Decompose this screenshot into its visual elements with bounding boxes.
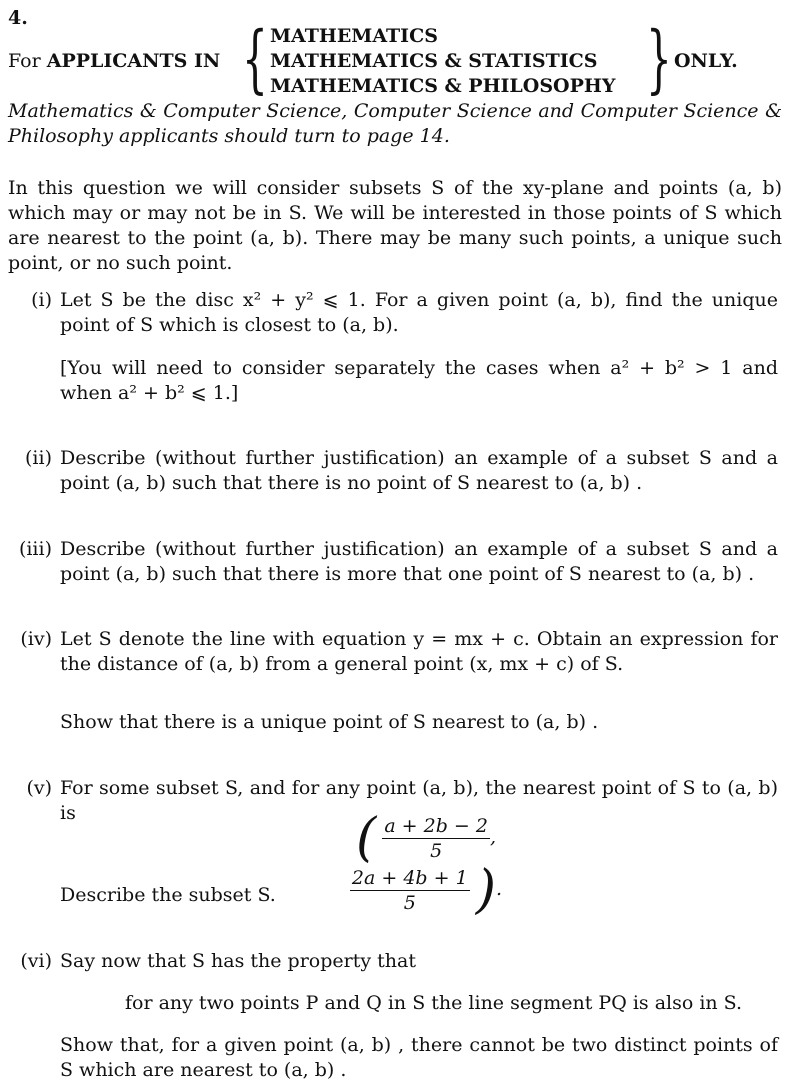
part-iv-text: Let S denote the line with equation y = mx + c. Obtain an expression for the distance of (a, b) from a general point (x, mx + c) of S. — [60, 628, 778, 675]
fraction-y-denominator: 5 — [403, 891, 416, 914]
only-label: ONLY. — [674, 50, 738, 72]
for-label — [8, 49, 220, 74]
part-iii-label: (iii) — [18, 538, 52, 560]
fraction-x-denominator: 5 — [430, 839, 443, 862]
part-v-text: For some subset S, and for any point (a, b), the nearest point of S to (a, b) is — [60, 777, 778, 824]
part-vi-property: for any two points P and Q in S the line segment PQ is also in S. — [125, 992, 743, 1014]
right-paren: ) — [475, 860, 497, 920]
course-item: MATHEMATICS & STATISTICS — [270, 50, 598, 72]
part-i-text: Let S be the disc x² + y² ⩽ 1. For a given point (a, b), find the unique point of S which is closest to (a, b). — [60, 289, 778, 336]
left-paren: ( — [355, 808, 377, 868]
course-list — [270, 24, 615, 99]
period: . — [496, 878, 503, 900]
part-ii-text: Describe (without further justification) an example of a subset S and a point (a, b) such that there is no point of S nearest to (a, b) . — [60, 447, 778, 494]
fraction-y-numerator: 2a + 4b + 1 — [351, 866, 468, 889]
part-vi-label: (vi) — [20, 950, 52, 972]
part-iv-label: (iv) — [20, 628, 52, 650]
right-brace: } — [646, 16, 672, 102]
part-vi-text2: Show that, for a given point (a, b) , there cannot be two distinct points of S which are nearest to (a, b) . — [60, 1034, 778, 1081]
course-item: MATHEMATICS — [270, 25, 438, 47]
redirect-note: Mathematics & Computer Science, Computer Science and Computer Science & Philosophy applicants should turn to page 14. — [8, 100, 782, 147]
applicants-label: APPLICANTS IN — [46, 50, 221, 72]
part-ii-label: (ii) — [25, 447, 52, 469]
part-iv-text2: Show that there is a unique point of S nearest to (a, b) . — [60, 711, 599, 733]
part-i-label: (i) — [31, 289, 52, 311]
question-number: 4. — [8, 7, 28, 29]
comma: , — [489, 826, 497, 848]
course-item: MATHEMATICS & PHILOSOPHY — [270, 75, 616, 97]
intro-paragraph: In this question we will consider subsets S of the xy-plane and points (a, b) which may or may not be in S. We will be interested in those points of S which are nearest to the point (a, b). There may be many such points, a unique such point, or no such point. — [8, 177, 782, 274]
part-i-hint: [You will need to consider separately the cases when a² + b² > 1 and when a² + b² ⩽ 1.] — [60, 357, 778, 404]
part-vi-text: Say now that S has the property that — [60, 950, 416, 972]
left-brace: { — [242, 16, 268, 102]
fraction-x-numerator: a + 2b − 2 — [384, 814, 488, 837]
fraction-x — [382, 814, 490, 863]
for-word: For — [8, 50, 41, 72]
part-iii-text: Describe (without further justification) an example of a subset S and a point (a, b) such that there is more that one point of S nearest to (a, b) . — [60, 538, 778, 585]
part-v-text2: Describe the subset S. — [60, 884, 276, 906]
part-v-label: (v) — [26, 777, 52, 799]
